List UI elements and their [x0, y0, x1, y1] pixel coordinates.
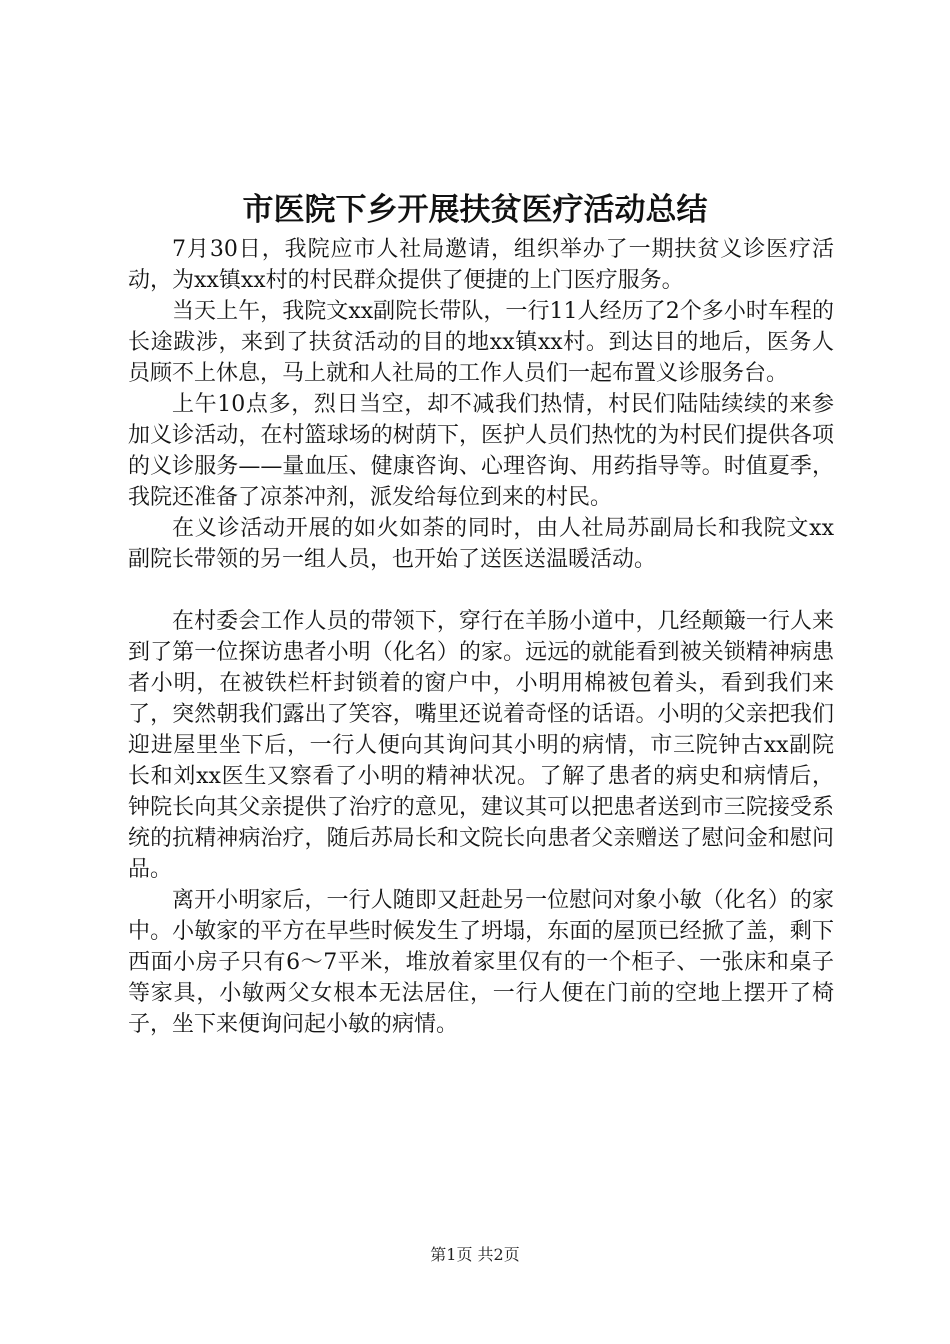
document-body	[128, 234, 834, 1040]
paragraph: 离开小明家后，一行人随即又赶赴另一位慰问对象小敏（化名）的家中。小敏家的平方在早些时候发生了坍塌，东面的屋顶已经掀了盖，剩下西面小房子只有6～7平米，堆放着家里仅有的一个柜子、一张床和桌子等家具，小敏两父女根本无法居住，一行人便在门前的空地上摆开了椅子，坐下来便询问起小敏的病情。	[128, 888, 834, 1037]
page-footer: 第1页 共2页	[430, 1245, 520, 1264]
paragraph: 7月30日，我院应市人社局邀请，组织举办了一期扶贫义诊医疗活动，为xx镇xx村的村民群众提供了便捷的上门医疗服务。	[128, 237, 834, 293]
paragraph: 当天上午，我院文xx副院长带队，一行11人经历了2个多小时车程的长途跋涉，来到了扶贫活动的目的地xx镇xx村。到达目的地后，医务人员顾不上休息，马上就和人社局的工作人员们一起布置义诊服务台。	[128, 299, 834, 386]
document-title: 市医院下乡开展扶贫医疗活动总结	[242, 192, 708, 228]
paragraph: 上午10点多，烈日当空，却不减我们热情，村民们陆陆续续的来参加义诊活动，在村篮球场的树荫下，医护人员们热忱的为村民们提供各项的义诊服务——量血压、健康咨询、心理咨询、用药指导等。时值夏季，我院还准备了凉茶冲剂，派发给每位到来的村民。	[128, 392, 834, 510]
paragraph: 在义诊活动开展的如火如荼的同时，由人社局苏副局长和我院文xx副院长带领的另一组人员，也开始了送医送温暖活动。	[128, 516, 834, 572]
paragraph: 在村委会工作人员的带领下，穿行在羊肠小道中，几经颠簸一行人来到了第一位探访患者小明（化名）的家。远远的就能看到被关锁精神病患者小明，在被铁栏杆封锁着的窗户中，小明用棉被包着头，看到我们来了，突然朝我们露出了笑容，嘴里还说着奇怪的话语。小明的父亲把我们迎进屋里坐下后，一行人便向其询问其小明的病情，市三院钟古xx副院长和刘xx医生又察看了小明的精神状况。了解了患者的病史和病情后，钟院长向其父亲提供了治疗的意见，建议其可以把患者送到市三院接受系统的抗精神病治疗，随后苏局长和文院长向患者父亲赠送了慰问金和慰问品。	[128, 609, 834, 882]
